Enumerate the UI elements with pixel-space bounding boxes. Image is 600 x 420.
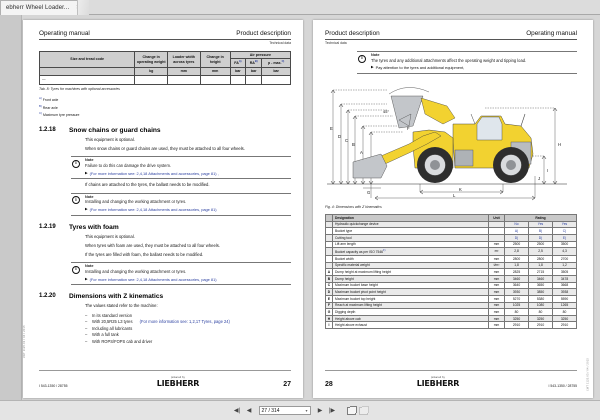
cell-unit [489, 228, 505, 235]
cell-value: 3460 [529, 275, 553, 282]
th-ra-label: RA [249, 61, 255, 66]
cell-key [326, 228, 333, 235]
last-page-button[interactable]: |▶ [328, 408, 336, 414]
cell-unit: m³ [489, 248, 505, 256]
cell-value: 2910 [505, 322, 529, 329]
cell-value: 3850 [529, 289, 553, 296]
footnote-text: Front axle [42, 98, 59, 103]
list-item-label: With a full tank [92, 332, 119, 338]
table-row [326, 269, 577, 276]
th-weight: Change in operating weight [135, 52, 168, 68]
cell-value: No [505, 221, 529, 228]
table-row [326, 255, 577, 262]
cell-value: 2500 [505, 241, 529, 248]
paragraph: If chains are attached to the tyres, the ballast needs to be modified. [85, 182, 210, 188]
unit-bar-pmax: bar [262, 68, 291, 75]
table-header-row [40, 52, 291, 59]
section-body-1218 [85, 137, 291, 153]
browser-tab[interactable] [0, 0, 85, 15]
runhead-left: Product description [325, 30, 380, 37]
footer-page-number: 28 [325, 381, 333, 388]
cell-unit: mm [489, 241, 505, 248]
paragraph: If the tyres are filled with foam, the ballast needs to be modified. [85, 252, 204, 258]
cell-designation: Bucket capacity as per ISO 7546$^{F)}$ [333, 248, 489, 256]
section-number: 1.2.18 [39, 126, 56, 133]
th-height: Change in height [200, 52, 230, 68]
note-link[interactable] [371, 65, 577, 70]
document-page-right [313, 20, 593, 398]
cell-key [326, 255, 333, 262]
runhead-right: Product description [236, 30, 291, 37]
cell-designation: Dump height [333, 275, 489, 282]
triangle-bullet-icon: ▶ [85, 276, 88, 281]
note-link-text: (For more information see: 2,4,18 Attachments and accessories, page 81) [89, 207, 217, 213]
cell-value: 3460 [505, 275, 529, 282]
note-text: Failure to do this can damage the drive system. [85, 162, 172, 168]
cell-value: 3668 [553, 282, 577, 289]
table-row [326, 234, 577, 241]
table-row [326, 289, 577, 296]
cell-ra-empty [246, 75, 262, 84]
section-number: 1.2.20 [39, 293, 56, 300]
cell-value: 80 [505, 309, 529, 316]
th-pmax-label: p - max. [267, 61, 282, 66]
section-title: Snow chains or guard chains [69, 126, 161, 134]
note-text: Installing and changing the working attachment or tyres. [85, 199, 187, 205]
cell-key: H [326, 315, 333, 322]
brand-logo [339, 375, 537, 388]
runhead-left: Operating manual [39, 30, 90, 37]
cell-size-empty: — [40, 75, 135, 84]
cell-unit: mm [489, 289, 505, 296]
runhead-right: Operating manual [526, 30, 577, 37]
table-row [326, 228, 577, 235]
cell-value: 3505 [553, 269, 577, 276]
first-page-button[interactable]: ◀| [233, 408, 241, 414]
cell-value: 2715 [529, 269, 553, 276]
footnote-item [39, 96, 291, 104]
section-title: Dimensions with Z kinematics [69, 293, 164, 301]
cell-value: 80 [553, 309, 577, 316]
cell-key: G [326, 309, 333, 316]
cell-unit [489, 234, 505, 241]
note-link-text: (For more information see: 2,4,18 Attachments and accessories, page 81) [89, 276, 217, 282]
cell-value: 1080 [529, 302, 553, 309]
brand-sup: powered by [171, 377, 185, 379]
th-fa [230, 59, 245, 68]
section-heading-1218 [39, 127, 291, 134]
cell-unit: mm [489, 302, 505, 309]
cell-key [326, 262, 333, 269]
document-page-left [23, 20, 303, 398]
triangle-bullet-icon: ▶ [85, 170, 88, 175]
th-pmax [262, 59, 291, 68]
table-row [326, 275, 577, 282]
cell-unit: mm [489, 322, 505, 329]
cell-value: 2700 [553, 255, 577, 262]
cell-designation: Reach at maximum lifting height [333, 302, 489, 309]
cell-value: D) [529, 234, 553, 241]
cell-value: 3640 [505, 282, 529, 289]
brand-sup: powered by [431, 377, 445, 379]
cell-key: B [326, 275, 333, 282]
table-row [40, 75, 291, 84]
cell-designation: Maximum bucket top height [333, 295, 489, 302]
note-title: Note [85, 194, 94, 199]
viewer-toolbar [0, 400, 600, 420]
dim-label-B: B [352, 141, 355, 147]
note-text: The tyres and any additional attachments affect the operating weight and tipping load. [371, 57, 527, 63]
paragraph: The values stated refer to the machine: [85, 303, 158, 309]
chevron-down-icon[interactable]: ▾ [305, 408, 308, 413]
section-body-1219 [85, 234, 291, 259]
dim-label-I: I [547, 167, 549, 173]
list-item-label: With 20,5R25 L3 tyres [92, 319, 133, 325]
cell-unit: mm [489, 309, 505, 316]
info-icon: i [358, 55, 366, 63]
cell-unit: mm [489, 315, 505, 322]
th-size: Size and tread code [40, 52, 135, 68]
info-icon: i [72, 160, 80, 168]
th-ra [246, 59, 262, 68]
footer-doc-id: I 543-1350 / 28755 [39, 384, 68, 388]
cell-value: 1,8 [505, 262, 529, 269]
dim-label-D: D [338, 133, 342, 139]
cell-value: 3938 [553, 289, 577, 296]
dim-label-L: L [453, 192, 456, 198]
cell-value: 2500 [529, 241, 553, 248]
browser-tab-title: ebherr Wheel Loader... [6, 5, 70, 11]
dim-label-J: J [538, 175, 541, 181]
th-fa-label: FA [234, 61, 239, 66]
runhead-subtitle: Technical data [325, 41, 347, 45]
page-margin-text: LWT 1125.03 / 04 / 2015 [587, 358, 590, 391]
th-width: Loader width across tyres [168, 52, 201, 68]
dim-label-C: C [345, 137, 349, 143]
cell-width-empty [168, 75, 201, 84]
table-header-row [326, 214, 577, 221]
th-fa-footnote: A) [238, 60, 242, 64]
cell-designation: Height above cab [333, 315, 489, 322]
info-icon: i [72, 266, 80, 274]
note-box [357, 51, 577, 74]
cell-designation: Dump height at maximum lifting height [333, 269, 489, 276]
paragraph: When snow chains or guard chains are used, they must be attached to all four wheels. [85, 146, 245, 152]
page-footer [39, 370, 291, 388]
th-key [326, 214, 333, 221]
cell-value: 3478 [553, 275, 577, 282]
runhead-subtitle: Technical data [269, 41, 291, 45]
cell-designation: Specific material weight [333, 262, 489, 269]
paragraph: This equipment is optional. [85, 136, 135, 142]
paragraph: When tyres with foam are used, they must be attached to all four wheels. [85, 242, 220, 248]
cell-designation: Bucket type [333, 228, 489, 235]
cell-pmax-empty [262, 75, 291, 84]
section-heading-1220 [39, 293, 291, 300]
section-title: Tyres with foam [69, 223, 119, 231]
cell-key: F [326, 302, 333, 309]
page-margin-text: LWT 1125.03 / 04 / 2015 [23, 325, 26, 358]
cell-value: 3930 [505, 289, 529, 296]
dim-label-E: E [330, 125, 333, 131]
section-heading-1219 [39, 224, 291, 231]
cell-value: 5590 [553, 295, 577, 302]
unit-blank [40, 68, 135, 75]
dim-label-A: A [360, 149, 363, 155]
table-row [326, 302, 577, 309]
cell-value: E) [553, 234, 577, 241]
cell-designation: Bucket width [333, 255, 489, 262]
cell-value: 3250 [505, 315, 529, 322]
note-link[interactable] [85, 207, 291, 212]
cell-footnote: F) [383, 248, 386, 252]
dim-label-H: H [558, 141, 562, 147]
unit-bar-fa: bar [230, 68, 245, 75]
page-running-head [325, 30, 577, 40]
table-row [326, 315, 577, 322]
cell-value: 2910 [553, 322, 577, 329]
table-row [326, 248, 577, 256]
dim-label-K: K [459, 186, 462, 192]
cell-value: 1,8 [529, 262, 553, 269]
th-rating: Rating [505, 214, 577, 221]
note-text: Installing and changing the working attachment or tyres. [85, 268, 187, 274]
note-box [71, 262, 291, 285]
table-row [326, 221, 577, 228]
note-box [71, 156, 291, 179]
footnote-text: Rear axle [42, 105, 58, 110]
cell-key [326, 234, 333, 241]
brand-name: LIEBHERR [156, 379, 200, 388]
table-row [326, 241, 577, 248]
dash-bullet-icon: – [85, 312, 88, 318]
cell-key: E [326, 295, 333, 302]
paste-icon [359, 407, 368, 415]
cell-key: C [326, 282, 333, 289]
previous-page-button[interactable]: ◀ [246, 408, 252, 414]
dim-label-F: F [407, 125, 410, 131]
list-item-label: Including all lubricants [92, 325, 133, 331]
cell-value: 2800 [505, 255, 529, 262]
table-row [326, 309, 577, 316]
cell-designation: Digging depth [333, 309, 489, 316]
table-row [326, 282, 577, 289]
cell-value: 3500 [553, 241, 577, 248]
cell-designation: Maximum bucket pivot point height [333, 289, 489, 296]
cell-designation: Cutting tool [333, 234, 489, 241]
cell-unit: mm [489, 282, 505, 289]
cell-unit [489, 221, 505, 228]
copy-icon[interactable] [347, 407, 356, 415]
cell-value: 2,8 [505, 248, 529, 256]
cell-value: 4,3 [553, 248, 577, 256]
note-title: Note [371, 53, 380, 57]
table-row [326, 295, 577, 302]
table-units-row [40, 68, 291, 75]
cell-value: 1025 [505, 302, 529, 309]
note-link[interactable] [85, 171, 291, 176]
list-item-label: In its standard version [92, 312, 133, 318]
cell-value: 5380 [529, 295, 553, 302]
figure-caption: Fig. 4: Dimensions with Z kinematics [325, 204, 382, 209]
cell-value: 3250 [553, 315, 577, 322]
dim-label-G: G [367, 189, 371, 195]
cell-value: 1265 [553, 302, 577, 309]
footnote-item [39, 111, 291, 119]
table-row [326, 262, 577, 269]
triangle-bullet-icon: ▶ [371, 65, 374, 70]
pdf-viewer [0, 15, 600, 420]
list-item [85, 339, 291, 346]
dash-bullet-icon: – [85, 338, 88, 344]
dimensions-table [325, 214, 577, 329]
th-air-pressure: Air pressure [230, 52, 290, 59]
footnote-text: Maximum tyre pressure [42, 113, 80, 118]
tab-stub [77, 0, 89, 15]
cell-value: A) [505, 228, 529, 235]
cell-designation: Lift arm length [333, 241, 489, 248]
unit-mm-width: mm [168, 68, 201, 75]
note-link-text: (For more information see: 2,4,18 Attachments and accessories, page 81) , [89, 170, 219, 176]
note-link-text: Pay attention to the tyres and additional equipment, [375, 65, 465, 71]
dash-bullet-icon: – [85, 332, 88, 338]
footnote-item [39, 104, 291, 112]
figure-wheel-loader [325, 80, 577, 209]
note-title: Note [85, 158, 94, 163]
browser-tab-bar [0, 0, 600, 15]
dash-bullet-icon: – [85, 319, 88, 325]
cell-designation: Maximum bucket base height [333, 282, 489, 289]
section-number: 1.2.19 [39, 223, 56, 230]
triangle-bullet-icon: ▶ [85, 207, 88, 212]
cell-key [326, 241, 333, 248]
cell-designation: Height above exhaust [333, 322, 489, 329]
unit-mm-height: mm [200, 68, 230, 75]
cell-unit: mm [489, 295, 505, 302]
footnote-marker: C) [39, 111, 42, 116]
unit-bar-ra: bar [246, 68, 262, 75]
loader-body-shape [353, 87, 533, 183]
cell-fa-empty [230, 75, 245, 84]
brand-name: LIEBHERR [416, 379, 460, 388]
page-running-head [39, 30, 291, 40]
wheel-loader-diagram [325, 80, 573, 202]
footnote-marker: B) [39, 103, 42, 108]
cell-value: 3650 [529, 282, 553, 289]
unit-kg: kg [135, 68, 168, 75]
note-box [71, 193, 291, 216]
bullet-list [85, 313, 291, 346]
viewer-sidebar-strip[interactable] [0, 15, 22, 400]
cell-value: 5270 [505, 295, 529, 302]
section-body-1220 [85, 303, 291, 345]
paragraph: This equipment is optional. [85, 233, 135, 239]
table-row [326, 322, 577, 329]
cell-value: 80 [529, 309, 553, 316]
list-item-label: With ROPS/FOPS cab and driver [92, 338, 153, 344]
cell-key: D [326, 289, 333, 296]
cell-designation: Hydraulic quickchange device [333, 221, 489, 228]
page-number-value: 27 / 314 [261, 407, 280, 414]
note-link[interactable] [85, 277, 291, 282]
th-pmax-footnote: C) [281, 60, 285, 64]
cell-value: C) [553, 228, 577, 235]
cell-value: 1,2 [553, 262, 577, 269]
cell-key: I [326, 322, 333, 329]
inline-link[interactable]: (For more information see: 1,2,17 Tyres, page 24) [139, 319, 230, 325]
info-icon: i [72, 196, 80, 204]
dimensions-table-body [326, 221, 577, 329]
page-number-input[interactable] [259, 406, 311, 415]
cell-value: D) [505, 234, 529, 241]
footer-doc-id: I 543-1350 / 28755 [548, 384, 577, 388]
table-footnotes [39, 96, 291, 119]
page-footer [325, 370, 577, 388]
cell-weight-empty [135, 75, 168, 84]
brand-logo [79, 375, 277, 388]
th-ra-footnote: B) [254, 60, 258, 64]
next-page-button[interactable]: ▶ [317, 408, 323, 414]
cell-value: 2910 [529, 322, 553, 329]
note-title: Note [85, 264, 94, 269]
angle-label: 45° [383, 108, 390, 114]
tyres-spec-table [39, 51, 291, 85]
cell-value: B) [529, 228, 553, 235]
cell-value: 2,5 [529, 248, 553, 256]
cell-unit: mm [489, 255, 505, 262]
cell-value: 3250 [529, 315, 553, 322]
table-caption: Tab. 8: Tyres for machines with optional accessories [39, 87, 120, 92]
section-after-note [85, 182, 291, 188]
dash-bullet-icon: – [85, 325, 88, 331]
pdf-page-area[interactable] [0, 15, 600, 400]
th-designation: Designation [333, 214, 489, 221]
th-unit: Unit [489, 214, 505, 221]
cell-key: A [326, 269, 333, 276]
cell-height-empty [200, 75, 230, 84]
cell-key [326, 221, 333, 228]
cell-unit: mm [489, 269, 505, 276]
cell-unit: mm [489, 275, 505, 282]
cell-value: Yes [553, 221, 577, 228]
cell-value: 2800 [529, 255, 553, 262]
cell-value: 2825 [505, 269, 529, 276]
cell-unit: t/m³ [489, 262, 505, 269]
footer-page-number: 27 [283, 381, 291, 388]
footnote-marker: A) [39, 96, 42, 101]
cell-key [326, 248, 333, 256]
cell-value: Yes [529, 221, 553, 228]
